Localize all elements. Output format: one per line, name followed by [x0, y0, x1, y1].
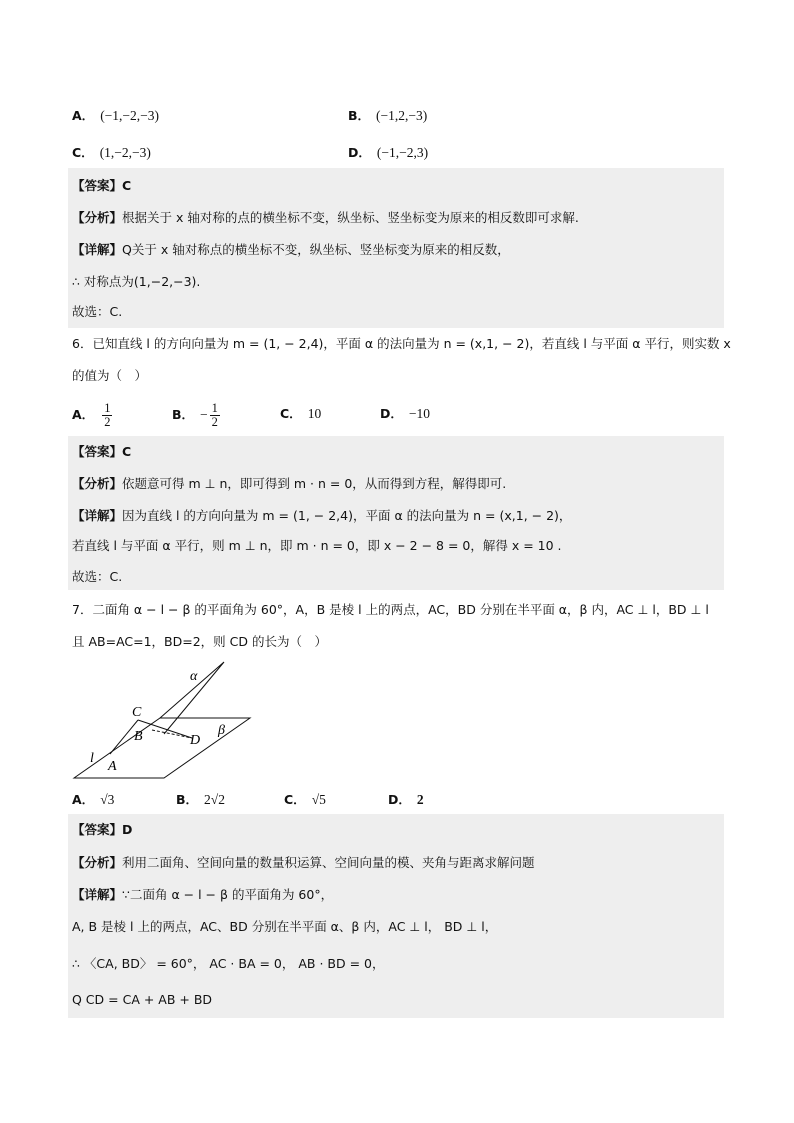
- q6-option-c: C． 10: [280, 406, 322, 421]
- q7-analysis: 【分析】利用二面角、空间向量的数量积运算、空间向量的模、夹角与距离求解问题: [72, 855, 535, 870]
- label-a: A: [108, 759, 117, 774]
- prev-option-c: C． (1,−2,−3): [72, 145, 151, 160]
- prev-analysis: 【分析】根据关于 x 轴对称的点的横坐标不变，纵坐标、竖坐标变为原来的相反数即可求解.: [72, 210, 579, 225]
- label-alpha: α: [190, 669, 198, 684]
- q6-detail-2: 若直线 l 与平面 α 平行，则 m ⊥ n，即 m · n = 0，即 x − 2 − 8 = 0，解得 x = 10 .: [72, 538, 562, 553]
- label-c: C: [132, 705, 142, 720]
- prev-option-b: B． (−1,2,−3): [348, 108, 428, 123]
- fraction: $\frac{1}{2}$: [211, 401, 218, 429]
- label-b: B: [134, 729, 143, 744]
- q7-detail-4: Q CD = CA + AB + BD: [72, 992, 213, 1007]
- label-beta: β: [218, 723, 225, 738]
- label-d: D: [190, 733, 201, 748]
- q7-option-a: A． √3: [72, 792, 115, 807]
- segment-cd: [138, 720, 192, 738]
- q6-stem-1: 6．已知直线 l 的方向向量为 m = (1, − 2,4)，平面 α 的法向量为 n = (x,1, − 2)，若直线 l 与平面 α 平行，则实数 x: [72, 336, 731, 351]
- q6-answer: 【答案】C: [72, 444, 132, 459]
- q6-detail-1: 【详解】因为直线 l 的方向向量为 m = (1, − 2,4)，平面 α 的法向量为 n = (x,1, − 2)，: [72, 508, 572, 523]
- q6-choose: 故选：C.: [72, 569, 123, 584]
- prev-option-d: D． (−1,−2,3): [348, 145, 429, 160]
- prev-detail-2: ∴ 对称点为(1,−2,−3).: [72, 274, 201, 289]
- prev-choose: 故选：C.: [72, 304, 123, 319]
- q7-detail-2: A, B 是棱 l 上的两点，AC、BD 分别在半平面 α、β 内，AC ⊥ l， BD ⊥ l，: [72, 919, 498, 934]
- q6-option-a: A． $\frac{1}{2}$: [72, 401, 111, 429]
- q7-detail-1: 【详解】∵二面角 α − l − β 的平面角为 60°，: [72, 887, 334, 902]
- dihedral-angle-figure: [72, 660, 262, 784]
- q7-stem-1: 7．二面角 α − l − β 的平面角为 60°，A，B 是棱 l 上的两点，AC，BD 分别在半平面 α，β 内，AC ⊥ l，BD ⊥ l: [72, 602, 709, 617]
- q6-option-d: D． −10: [380, 406, 431, 421]
- q7-solution-block: [68, 814, 724, 1018]
- q6-stem-2: 的值为（ ）: [72, 368, 148, 383]
- label-l: l: [90, 751, 94, 766]
- q7-option-b: B． 2√2: [176, 792, 225, 807]
- q6-option-b: B． − $\frac{1}{2}$: [172, 401, 218, 429]
- fraction: $\frac{1}{2}$: [104, 401, 111, 429]
- prev-detail-1: 【详解】Q关于 x 轴对称点的横坐标不变，纵坐标、竖坐标变为原来的相反数，: [72, 242, 510, 257]
- q7-stem-2: 且 AB=AC=1，BD=2，则 CD 的长为（ ）: [72, 634, 327, 649]
- q7-detail-3: ∴ 〈CA, BD〉 = 60°， AC · BA = 0， AB · BD = 0，: [72, 956, 385, 971]
- q6-analysis: 【分析】依题意可得 m ⊥ n，即可得到 m · n = 0，从而得到方程，解得即可.: [72, 476, 507, 491]
- prev-answer: 【答案】C: [72, 178, 132, 193]
- q7-answer: 【答案】D: [72, 822, 133, 837]
- q7-option-c: C． √5: [284, 792, 326, 807]
- q7-option-d: D． 2: [388, 792, 424, 807]
- prev-option-a: A． (−1,−2,−3): [72, 108, 160, 123]
